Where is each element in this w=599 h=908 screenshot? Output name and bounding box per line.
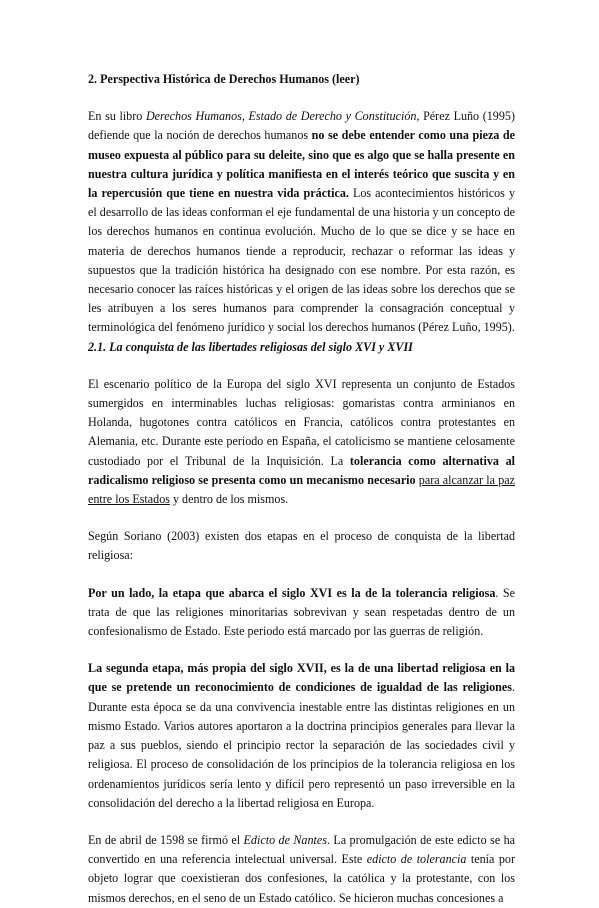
bold-emphasis: Por un lado, la etapa que abarca el siglo XVI es la de la tolerancia religiosa [88,585,496,600]
underlined-emphasis: para alcanzar la paz entre los Estados [88,472,515,507]
bold-emphasis: La segunda etapa, más propia del siglo XVII, es la de una libertad religiosa en la que se pretende un reconocimiento de condiciones de igualdad de las religiones [88,661,515,695]
paragraph-first-stage [88,584,515,642]
paragraph-second-stage [88,659,515,813]
section-heading: 2. Perspectiva Histórica de Derechos Humanos (leer) [88,72,360,86]
text-run: Los acontecimientos históricos y el desarrollo de las ideas conforman el eje fundamental de una historia y un concepto de los derechos humanos en continua evolución. Mucho de lo que se dice y se hace en materia de derechos humanos tiende a reproducir, rechazar o reformar las ideas y supuestos que la tradición histórica ha designado con ese nombre. Por esta razón, es necesario conocer las raíces históricas y el origen de las ideas sobre los derechos que se les atribuyen a los seres humanos para comprender la consagración conceptual y terminológica del fenómeno jurídico y social los derechos humanos (Pérez Luño, 1995). [88,186,515,335]
text-run: El escenario político de la Europa del siglo XVI representa un conjunto de Estados sumergidos en interminables luchas religiosas: gomaristas contra arminianos en Holanda, hugotones contra católicos en Francia, católicos contra protestantes en Alemania, etc. Durante este periodo en España, el catolicismo se mantiene celosamente custodiado por el Tribunal de la Inquisición. La [88,376,515,468]
bold-emphasis: tolerancia como alternativa al radicalismo religioso se presenta como un mecanismo necesario [88,453,515,487]
text-run: y dentro de los mismos. [169,492,289,507]
edict-term: edicto de tolerancia [366,852,467,867]
text-run: tenía por objeto lograr que coexistieran dos confesiones, la católica y la protestante, con los mismos derechos, en el seno de un Estado católico. Se hicieron muchas concesiones a [88,852,515,905]
paragraph-soriano [88,527,515,565]
text-run: En su libro [88,109,146,124]
text-run: . La promulgación de este edicto se ha convertido en una referencia intelectual universal. Este [88,832,516,867]
paragraph-edict-nantes [88,831,515,908]
text-run: . Durante esta época se da una convivencia inestable entre las distintas religiones en un mismo Estado. Varios autores aportaron a la doctrina principios generales para llevar la paz a sus pueblos, siendo el principio rector la separación de las sociedades civil y religiosa. El proceso de consolidación de los principios de la tolerancia religiosa en los ordenamientos jurídicos sería lento y difícil pero representó un paso irreversible en la consolidación del derecho a la libertad religiosa en Europa. [88,680,515,810]
text-run: En de abril de 1598 se firmó el [88,832,244,847]
paragraph-perez-luno [88,107,515,337]
edict-title: Edicto de Nantes [243,832,327,847]
subsection-heading: 2.1. La conquista de las libertades religiosas del siglo XVI y XVII [88,339,413,354]
paragraph-europe-xvi [88,375,515,509]
text-run: Según Soriano (2003) existen dos etapas en el proceso de conquista de la libertad religiosa: [88,529,515,563]
book-title: Derechos Humanos, Estado de Derecho y Constitución [145,109,417,124]
bold-emphasis: no se debe entender como una pieza de museo expuesta al público para su deleite, sino que es algo que se halla presente en nuestra cultura jurídica y política manifiesta en el interés teórico que suscita y en la repercusión que tiene en nuestra vida práctica. [88,128,515,201]
text-run: . Se trata de que las religiones minoritarias sobrevivan y sean respetadas dentro de un confesionalismo de Estado. Este periodo está marcado por las guerras de religión. [88,585,516,639]
text-run: , Pérez Luño (1995) defiende que la noción de derechos humanos [88,109,515,143]
page-content [88,70,515,908]
